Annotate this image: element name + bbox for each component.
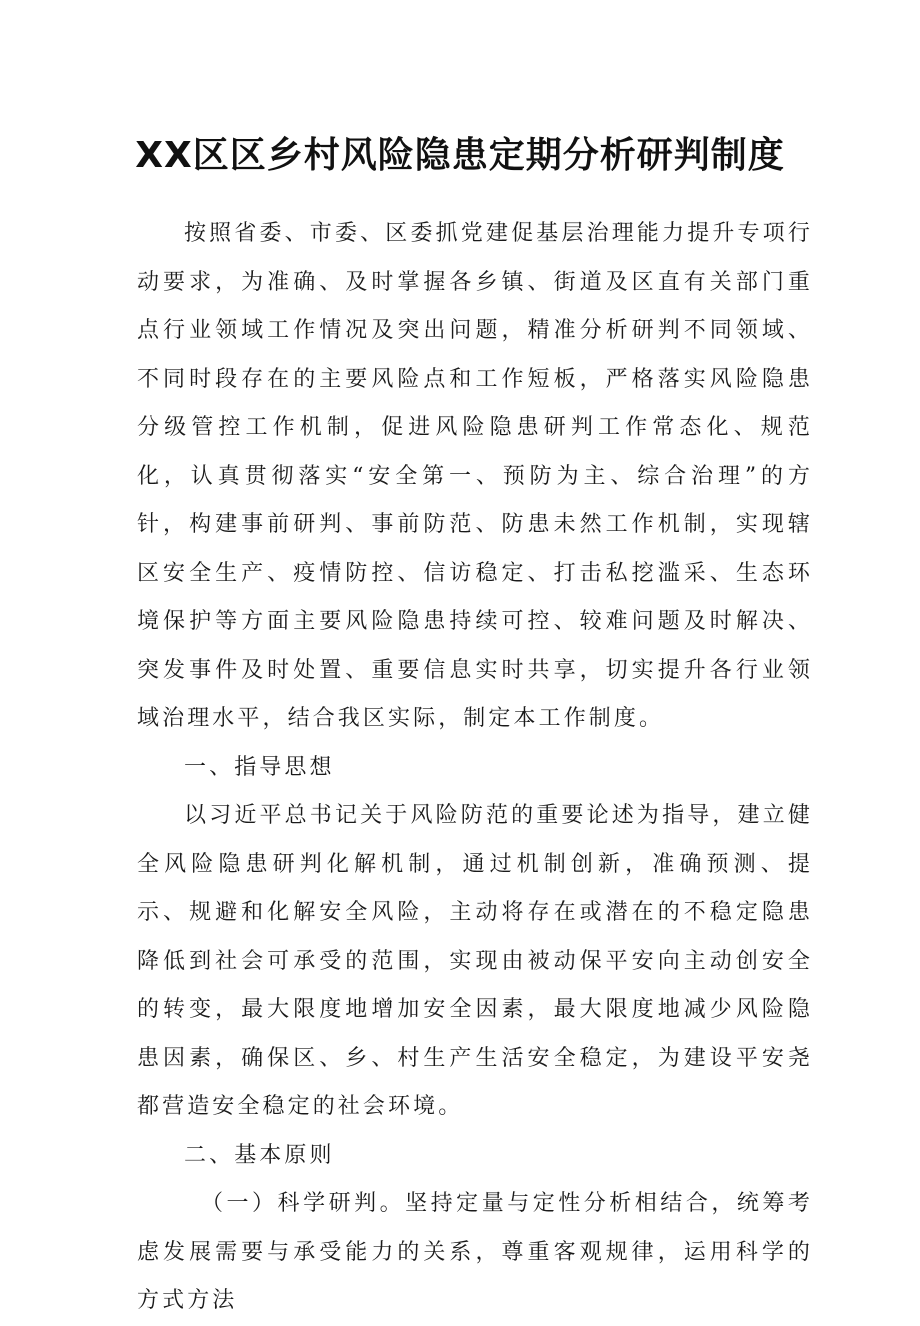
guiding-ideology-paragraph: 以习近平总书记关于风险防范的重要论述为指导，建立健全风险隐患研判化解机制，通过机制创新，准确预测、提示、规避和化解安全风险，主动将存在或潜在的不稳定隐患降低到社会可承受的范围，实现由被动保平安向主动创安全的转变，最大限度地增加安全因素，最大限度地减少风险隐患因素，确保区、乡、村生产生活安全稳定，为建设平安尧都营造安全稳定的社会环境。: [137, 803, 813, 1119]
section-heading-basic-principles: 二、基本原则: [184, 1142, 335, 1168]
principle-item-scientific-judgment: （一）科学研判。坚持定量与定性分析相结合，统筹考虑发展需要与承受能力的关系，尊重客观规律，运用科学的方式方法: [137, 1191, 813, 1313]
document-title: XX区区乡村风险隐患定期分析研判制度: [135, 135, 785, 176]
document-body: [137, 210, 813, 1326]
intro-paragraph: 按照省委、市委、区委抓党建促基层治理能力提升专项行动要求，为准确、及时掌握各乡镇、街道及区直有关部门重点行业领域工作情况及突出问题，精准分析研判不同领域、不同时段存在的主要风险点和工作短板，严格落实风险隐患分级管控工作机制，促进风险隐患研判工作常态化、规范化，认真贯彻落实“安全第一、预防为主、综合治理”的方针，构建事前研判、事前防范、防患未然工作机制，实现辖区安全生产、疫情防控、信访稳定、打击私挖滥采、生态环境保护等方面主要风险隐患持续可控、较难问题及时解决、突发事件及时处置、重要信息实时共享，切实提升各行业领域治理水平，结合我区实际，制定本工作制度。: [137, 221, 813, 731]
section-heading-guiding-ideology: 一、指导思想: [184, 754, 335, 780]
